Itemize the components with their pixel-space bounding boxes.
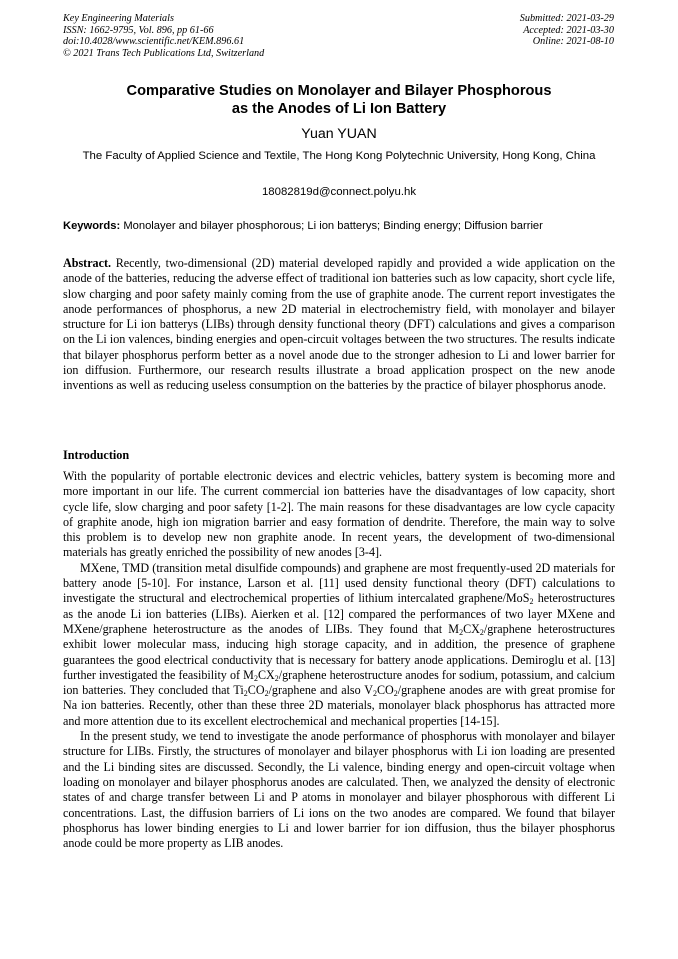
keywords-label: Keywords: (63, 220, 121, 232)
keywords-text: Monolayer and bilayer phosphorous; Li ion batterys; Binding energy; Diffusion barrier (123, 220, 543, 232)
subscript: 2 (253, 673, 258, 683)
intro-p2-text: heterostructures as the anode Li ion batteries (LIBs). Aierken et al. [12] compared the performances of two layer MXene and MXene/graphene heterostructure as the anodes of LIBs. They found that M (63, 591, 615, 636)
intro-p2-text: MXene, TMD (transition metal disulfide compounds) and graphene are most frequently-used 2D materials for battery anode [5-10]. For instance, Larson et al. [11] used density functional theory (DFT) calculations to investigate the structural and electrochemical properties of lithium intercalated graphene/MoS (63, 560, 615, 606)
section-heading-introduction: Introduction (63, 448, 130, 462)
keywords (63, 219, 623, 234)
introduction-body (63, 469, 615, 851)
intro-p2-text: /graphene heterostructures exhibit lower molecular mass, inducing high storage capacity, and in addition, the presence of graphene guarantees the good electrical conductivity that is necessary for battery anode applications. Demiroglu et al. [13] further investigated the feasibility of M (63, 621, 615, 682)
subscript: 2 (264, 689, 269, 699)
subscript: 2 (479, 627, 484, 637)
intro-p2-text: /graphene and also V (268, 683, 373, 698)
abstract-label: Abstract. (63, 256, 112, 270)
copyright-line: © 2021 Trans Tech Publications Ltd, Switzerland (63, 47, 265, 59)
paper-title-line-2: as the Anodes of Li Ion Battery (231, 101, 447, 118)
intro-p2-text: CX (257, 667, 275, 682)
abstract-text: Recently, two-dimensional (2D) material developed rapidly and provided a wide application on the anode of the batteries, reducing the adverse effect of traditional ion batteries such as low capacity, short cycle life, slow charging and poor safety mainly coming from the use of graphite anode. The current report investigates the anode performances of phosphorus, a new 2D material in electrochemistry field, with monolayer and bilayer structure for Li ion batterys (LIBs) through density functional theory (DFT) calculations and gives a comparison on the Li ion valences, binding energies and open-circuit voltages between the two structures. The results indicate that bilayer phosphorus perform better as a novel anode due to the stronger adhesion to Li and lower barrier for ion diffusion. Furthermore, our research results illustrate a broad application prospect on the new anode inventions as well as reducing useless consumption on the batteries by the practice of bilayer phosphorus anode. (63, 256, 615, 393)
online-date: Online: 2021-08-10 (532, 36, 614, 48)
intro-paragraph-1: With the popularity of portable electronic devices and electric vehicles, battery system is becoming more and more important in our life. The current commercial ion batteries have the disadvantages of low capacity, short cycle life, slow charging and poor safety [1-2]. The main reasons for these disadvantages are low cycle capacity of graphite anode, high ion migration barrier and easy formation of dendrite. Therefore, the main way to solve this problem is to develop new non graphite anode. In recent years, the development of two-dimensional materials has greatly enriched the possibility of new anodes [3-4]. (63, 469, 615, 560)
author-email: 18082819d@connect.polyu.hk (261, 186, 417, 198)
accepted-date: Accepted: 2021-03-30 (523, 24, 614, 36)
subscript: 2 (274, 673, 279, 683)
intro-p2-text: /graphene anodes are with great promise for Na ion batteries. Recently, other than these three 2D materials, monolayer black phosphorus has attracted more and more attention due to its excellent electrochemical and mechanical properties [14-15]. (63, 683, 616, 728)
subscript: 2 (372, 689, 377, 699)
intro-p2-text: CO (376, 683, 394, 698)
subscript: 2 (529, 597, 534, 607)
intro-paragraph-2 (63, 561, 615, 729)
intro-p2-text: CO (247, 683, 265, 698)
abstract (63, 256, 615, 394)
subscript: 2 (393, 689, 398, 699)
issn-line: ISSN: 1662-9795, Vol. 896, pp 61-66 (63, 24, 214, 36)
paper-title (63, 82, 615, 119)
dates-header (520, 13, 614, 48)
intro-p2-text: CX (463, 621, 480, 636)
paper-title-line-1: Comparative Studies on Monolayer and Bilayer Phosphorous (126, 83, 552, 99)
submitted-date: Submitted: 2021-03-29 (519, 13, 614, 24)
subscript: 2 (459, 627, 464, 637)
journal-name: Key Engineering Materials (63, 13, 174, 24)
doi-line: doi:10.4028/www.scientific.net/KEM.896.61 (63, 36, 245, 48)
intro-p2-text: /graphene heterostructure anodes for sodium, potassium, and calcium ion batteries. They concluded that Ti (63, 667, 615, 698)
affiliation: The Faculty of Applied Science and Textile, The Hong Kong Polytechnic University, Hong Kong, China (82, 150, 596, 162)
subscript: 2 (243, 689, 248, 699)
author-name: Yuan YUAN (301, 126, 377, 142)
journal-header (63, 13, 264, 59)
intro-paragraph-3: In the present study, we tend to investigate the anode performance of phosphorus with monolayer and bilayer structure for LIBs. Firstly, the structures of monolayer and bilayer phosphorus with Li ion loading are presented and the Li binding sites are discussed. Secondly, the Li valence, binding energy and open-circuit voltage when loading on monolayer and bilayer phosphorus anodes are calculated. Then, we analyzed the density of electronic states of and charge transfer between Li and P atoms in monolayer and bilayer phosphorous with different Li concentrations. Last, the diffusion barriers of Li ions on the two anodes are compared. We found that bilayer phosphorus has lower binding energies to Li and lower barrier for ion diffusion, thus the bilayer phosphorus anode could be more property as LIB anodes. (63, 729, 615, 851)
